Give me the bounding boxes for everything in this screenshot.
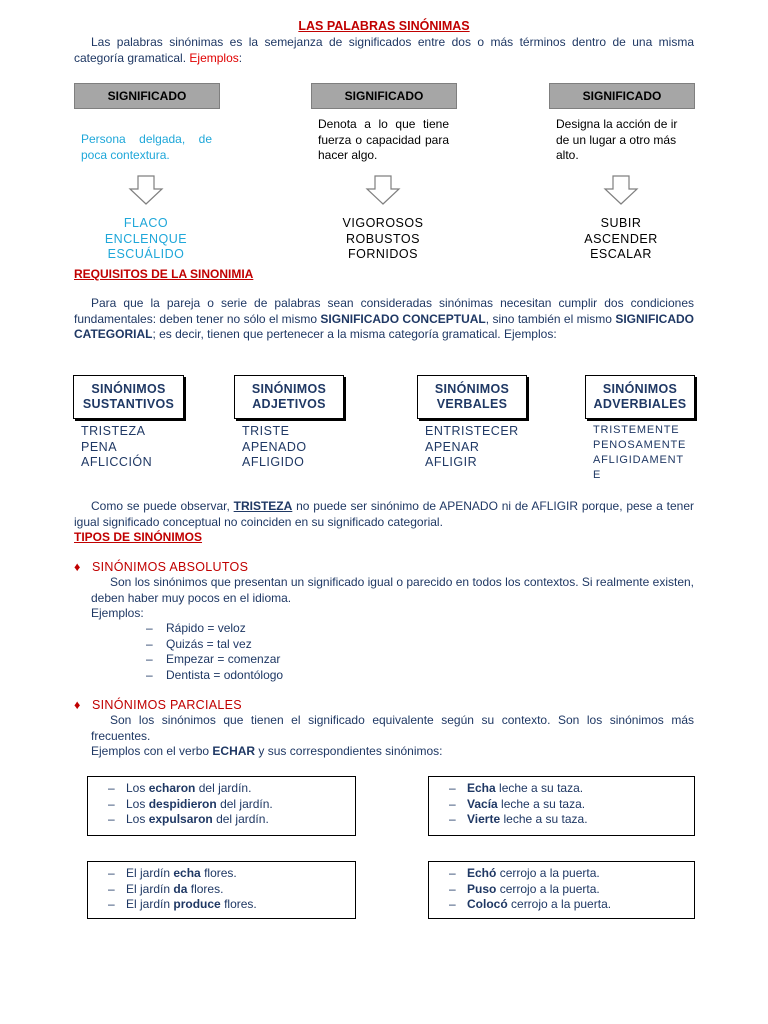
meaning-header-2: SIGNIFICADO [311,83,457,109]
subheading-text: SINÓNIMOS ABSOLUTOS [92,560,249,574]
example-text: Quizás = tal vez [166,636,252,651]
example-pre: Los [126,796,146,811]
dash-icon: – [108,796,115,811]
intro-colon: : [238,50,243,65]
section-heading-requisitos: REQUISITOS DE LA SINONIMIA [74,267,254,281]
parciales-paragraph: Son los sinónimos que tienen el significado equivalente según su contexto. Son los sinónimos más frecuentes. [91,713,694,743]
synonym-word: ESCUÁLIDO [107,247,185,261]
list-item: PENA [81,439,118,454]
example-post: del jardín. [216,812,269,826]
list-item [146,621,283,637]
synonym-word: SUBIR [600,216,642,230]
list-item [108,866,355,882]
dash-icon: – [449,881,456,896]
example-box-4 [428,861,695,919]
intro-text: Las palabras sinónimas es la semejanza de significados entre dos o más términos dentro de una misma categoría gramatical. [74,35,694,65]
category-list-adjetivos [242,424,307,471]
category-box-adverbiales [585,375,695,419]
intro-paragraph [74,35,694,66]
example-pre: El jardín [126,881,171,896]
example-post: leche a su taza. [501,796,586,811]
example-text: Empezar = comenzar [166,652,281,666]
category-label: VERBALES [436,397,508,411]
list-item [449,882,694,898]
list-item [108,897,355,913]
example-verb: expulsaron [148,812,213,826]
list-item [146,637,283,653]
example-post: flores. [224,897,257,911]
dash-icon: – [449,897,456,911]
example-verb: echa [173,866,201,880]
list-item: APENAR [425,439,480,454]
example-post: del jardín. [220,796,273,811]
list-item: TRISTEZA [81,424,146,438]
synonym-word: ASCENDER [584,231,658,246]
list-item: AFLIGIR [425,455,478,469]
section-heading-tipos: TIPOS DE SINÓNIMOS [74,530,203,544]
dash-icon: – [146,636,153,651]
dash-icon: – [108,897,115,911]
observation-text-1: Como se puede observar, [91,499,230,513]
list-item [449,866,694,882]
dash-icon: – [108,812,115,826]
example-post: cerrojo a la puerta. [499,881,600,896]
requisitos-bold-2: SIGNIFICADO CATEGORIAL [74,311,694,341]
subheading-text: SINÓNIMOS PARCIALES [92,698,242,712]
absolutos-examples-label: Ejemplos: [91,606,144,620]
category-label: ADVERBIALES [593,397,687,411]
list-item [108,882,355,898]
dash-icon: – [108,881,115,896]
example-post: del jardín. [198,781,252,795]
observation-bold: TRISTEZA [233,499,293,513]
category-label: ADJETIVOS [252,397,326,411]
synonym-word: ROBUSTOS [346,231,420,246]
list-item [146,652,283,668]
down-arrow-icon [365,175,401,205]
list-item: ENTRISTECER [425,424,519,438]
example-pre: Los [126,812,146,826]
list-item [108,797,355,813]
example-pre: Los [126,781,146,795]
dash-icon: – [146,621,153,635]
parciales-examples-text: Ejemplos con el verbo [91,744,210,758]
example-verb: Vierte [467,812,501,826]
meaning-header-3: SIGNIFICADO [549,83,695,109]
category-box-adjetivos [234,375,344,419]
parciales-examples-line [91,744,443,758]
example-verb: da [173,881,188,896]
example-text: Rápido = veloz [166,621,246,635]
example-post: flores. [204,866,237,880]
list-item [449,897,694,913]
meaning-text-1: Persona delgada, de poca contextura. [81,132,212,162]
observation-text-2: no puede ser sinónimo de APENADO ni de AFLIGIR porque, pese a tener igual significado conceptual no coinciden en su significado categorial. [74,499,694,529]
list-item [449,797,694,813]
diamond-bullet-icon: ♦ [74,560,81,574]
dash-icon: – [108,781,115,795]
list-item [449,812,694,828]
list-item: AFLIGIDO [242,455,305,469]
category-list-verbales [425,424,519,471]
list-item: AFLICCIÓN [81,455,153,469]
synonym-word: FORNIDOS [348,247,418,261]
parciales-examples-verb: ECHAR [212,744,256,758]
category-label: SINÓNIMOS [251,381,327,396]
category-list-sustantivos [81,424,152,471]
example-text: Dentista = odontólogo [166,667,284,682]
synonym-word: VIGOROSOS [342,216,424,230]
parciales-examples-text: y sus correspondientes sinónimos: [258,744,443,758]
dash-icon: – [108,866,115,880]
example-verb: Echa [467,781,496,795]
list-item [108,781,355,797]
intro-examples-label: Ejemplos [189,50,239,65]
diamond-bullet-icon: ♦ [74,698,81,712]
dash-icon: – [146,667,153,682]
dash-icon: – [449,796,456,811]
list-item [449,781,694,797]
example-verb: despidieron [148,796,217,811]
down-arrow-icon [128,175,164,205]
example-box-2 [428,776,695,836]
synonym-word: ESCALAR [590,247,652,261]
category-box-verbales [417,375,527,419]
synonym-group-1 [86,216,206,263]
category-label: SUSTANTIVOS [82,397,175,411]
example-post: leche a su taza. [503,812,588,826]
list-item: AFLIGIDAMENT [593,454,684,466]
down-arrow-icon [603,175,639,205]
requisitos-paragraph [74,296,694,343]
synonym-group-3 [561,216,681,263]
example-verb: Vacía [467,796,498,811]
example-post: cerrojo a la puerta. [499,866,600,880]
example-verb: Puso [467,881,497,896]
requisitos-text-3: ; es decir, tienen que pertenecer a la misma categoría gramatical. Ejemplos: [152,327,557,341]
absolutos-paragraph: Son los sinónimos que presentan un significado igual o parecido en todos los contextos. Si realmente existen, deben haber muy pocos en el idioma. [91,575,694,605]
dash-icon: – [449,781,456,795]
meaning-text-3: Designa la acción de ir de un lugar a otro más alto. [556,117,678,162]
dash-icon: – [449,866,456,880]
list-item: TRISTE [242,424,290,438]
dash-icon: – [146,652,153,666]
category-label: SINÓNIMOS [91,381,166,396]
example-post: cerrojo a la puerta. [511,897,612,911]
dash-icon: – [449,812,456,826]
absolutos-examples-list [146,621,283,683]
subheading-parciales [74,698,242,712]
synonym-group-2 [323,216,443,263]
list-item [108,812,355,828]
list-item: E [593,469,602,481]
category-label: SINÓNIMOS [602,381,678,396]
page-title: LAS PALABRAS SINÓNIMAS [298,19,470,33]
example-post: flores. [190,881,224,896]
example-verb: produce [173,897,221,911]
meaning-header-1: SIGNIFICADO [74,83,220,109]
list-item: PENOSAMENTE [593,439,687,451]
example-verb: Echó [467,866,497,880]
example-verb: echaron [148,781,196,795]
synonym-word: ENCLENQUE [104,231,188,246]
example-pre: El jardín [126,897,171,911]
category-label: SINÓNIMOS [434,381,510,396]
list-item: APENADO [242,439,307,454]
requisitos-text-1: Para que la pareja o serie de palabras sean consideradas sinónimas necesitan cumplir dos condiciones fundamentales: deben tener no sólo el mismo [74,296,694,326]
example-verb: Colocó [467,897,508,911]
meaning-text-2: Denota a lo que tiene fuerza o capacidad para hacer algo. [318,117,449,162]
category-list-adverbiales [593,423,686,483]
subheading-absolutos [74,560,248,574]
observation-paragraph [74,499,694,530]
list-item: TRISTEMENTE [593,424,680,436]
example-box-1 [87,776,356,836]
category-box-sustantivos [73,375,184,419]
example-pre: El jardín [126,866,171,880]
synonym-word: FLACO [123,216,169,230]
example-box-3 [87,861,356,919]
list-item [146,668,283,684]
requisitos-text-2: , sino también el mismo [485,311,612,326]
example-post: leche a su taza. [499,781,584,795]
requisitos-bold-1: SIGNIFICADO CONCEPTUAL [320,311,486,326]
